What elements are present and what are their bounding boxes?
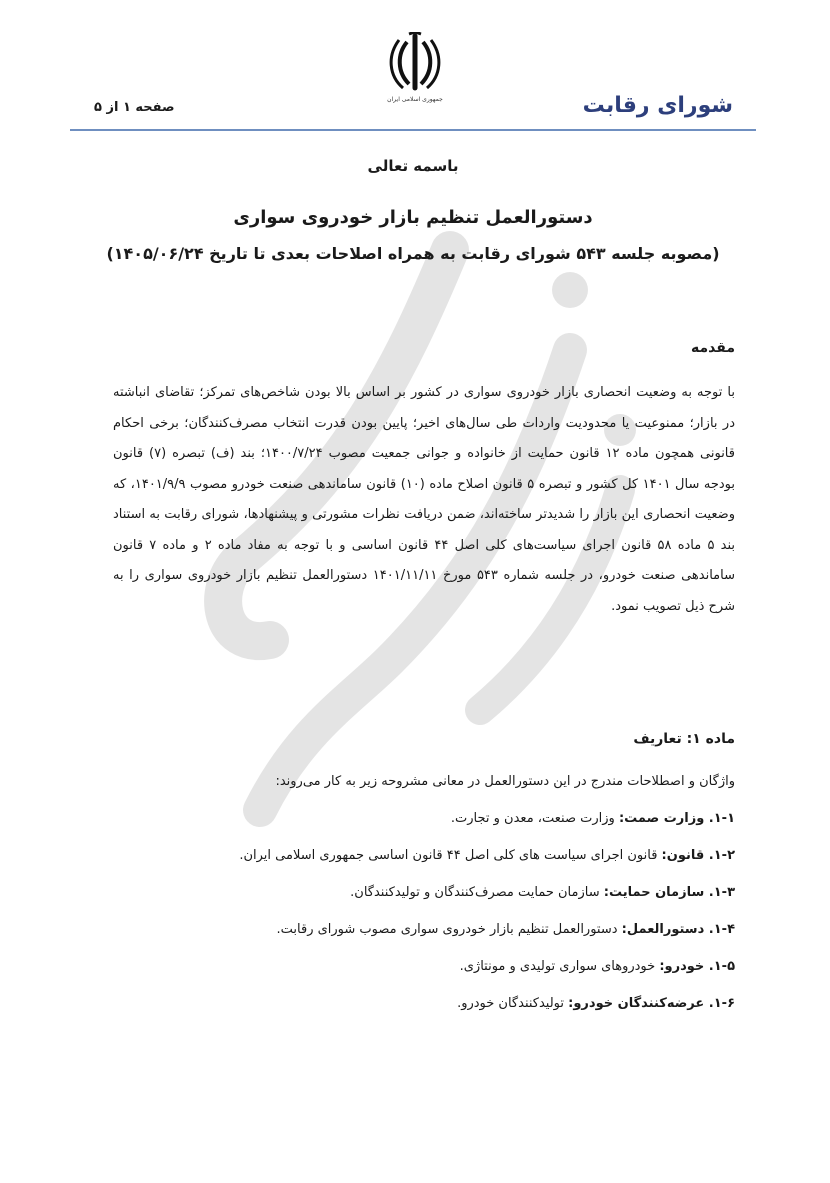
definition-item (350, 885, 735, 900)
definition-item (277, 922, 736, 937)
article-1-heading: ماده ۱: تعاریف (633, 731, 735, 747)
brand-logo-text: شورای رقابت (582, 93, 733, 118)
definition-term: ۱-۴. دستورالعمل: (621, 922, 735, 937)
definition-text: سازمان حمایت مصرف‌کنندگان و تولیدکنندگان. (350, 885, 604, 900)
document-title: دستورالعمل تنظیم بازار خودروی سواری (233, 207, 593, 228)
definition-item (239, 848, 735, 863)
definition-item (460, 959, 735, 974)
definition-term: ۱-۵. خودرو: (659, 959, 735, 974)
definition-text: تولیدکنندگان خودرو. (457, 996, 569, 1011)
definition-term: ۱-۳. سازمان حمایت: (603, 885, 735, 900)
definition-text: وزارت صنعت، معدن و تجارت. (450, 811, 619, 826)
article-1-lead: واژگان و اصطلاحات مندرج در این دستورالعمل در معانی مشروحه زیر به کار می‌روند: (275, 774, 735, 789)
bismillah: باسمه تعالی (367, 157, 459, 175)
definition-term: ۱-۱. وزارت صمت: (618, 811, 735, 826)
definition-term: ۱-۲. قانون: (661, 848, 735, 863)
definition-item (451, 811, 735, 826)
definition-text: خودروهای سواری تولیدی و مونتاژی. (459, 959, 660, 974)
intro-heading: مقدمه (691, 340, 735, 356)
definition-item (457, 996, 735, 1011)
header-divider (70, 129, 756, 131)
document-subtitle: (مصوبه جلسه ۵۴۳ شورای رقابت به همراه اصلاحات بعدی تا تاریخ ۱۴۰۵/۰۶/۲۴) (106, 244, 720, 263)
emblem-caption: جمهوری اسلامی ایران (387, 96, 443, 103)
definition-text: دستورالعمل تنظیم بازار خودروی سواری مصوب شورای رقابت. (276, 922, 622, 937)
definition-term: ۱-۶. عرضه‌کنندگان خودرو: (568, 996, 735, 1011)
intro-paragraph: با توجه به وضعیت انحصاری بازار خودروی سواری در کشور بر اساس بالا بودن شاخص‌های تمرکز؛ تقاضای انباشته در بازار؛ ممنوعیت یا محدودیت واردات طی سال‌های اخیر؛ پایین بودن قدرت انتخاب مصرف‌کنندگان؛ برخی احکام قانونی همچون ماده ۱۲ قانون حمایت از خانواده و جوانی جمعیت مصوب ۱۴۰۰/۷/۲۴؛ بند (ف) تبصره (۷) قانون بودجه سال ۱۴۰۱ کل کشور و تبصره ۵ قانون اصلاح ماده (۱۰) قانون ساماندهی صنعت خودرو مصوب ۱۴۰۱/۹/۹، که وضعیت انحصاری این بازار را شدیدتر ساخته‌اند، ضمن دریافت نظرات مشورتی و پیشنهادها، شورای رقابت به استناد بند ۵ ماده ۵۸ قانون اجرای سیاست‌های کلی اصل ۴۴ قانون اساسی و با توجه به مفاد ماده ۲ و ماده ۷ قانون ساماندهی صنعت خودرو، در جلسه شماره ۵۴۳ مورخ ۱۴۰۱/۱۱/۱۱ دستورالعمل تنظیم بازار خودروی سواری را به شرح ذیل تصویب نمود. (113, 385, 735, 614)
iran-emblem (384, 32, 446, 92)
page-number: صفحه ۱ از ۵ (94, 100, 175, 115)
definition-text: قانون اجرای سیاست های کلی اصل ۴۴ قانون اساسی جمهوری اسلامی ایران. (239, 848, 662, 863)
